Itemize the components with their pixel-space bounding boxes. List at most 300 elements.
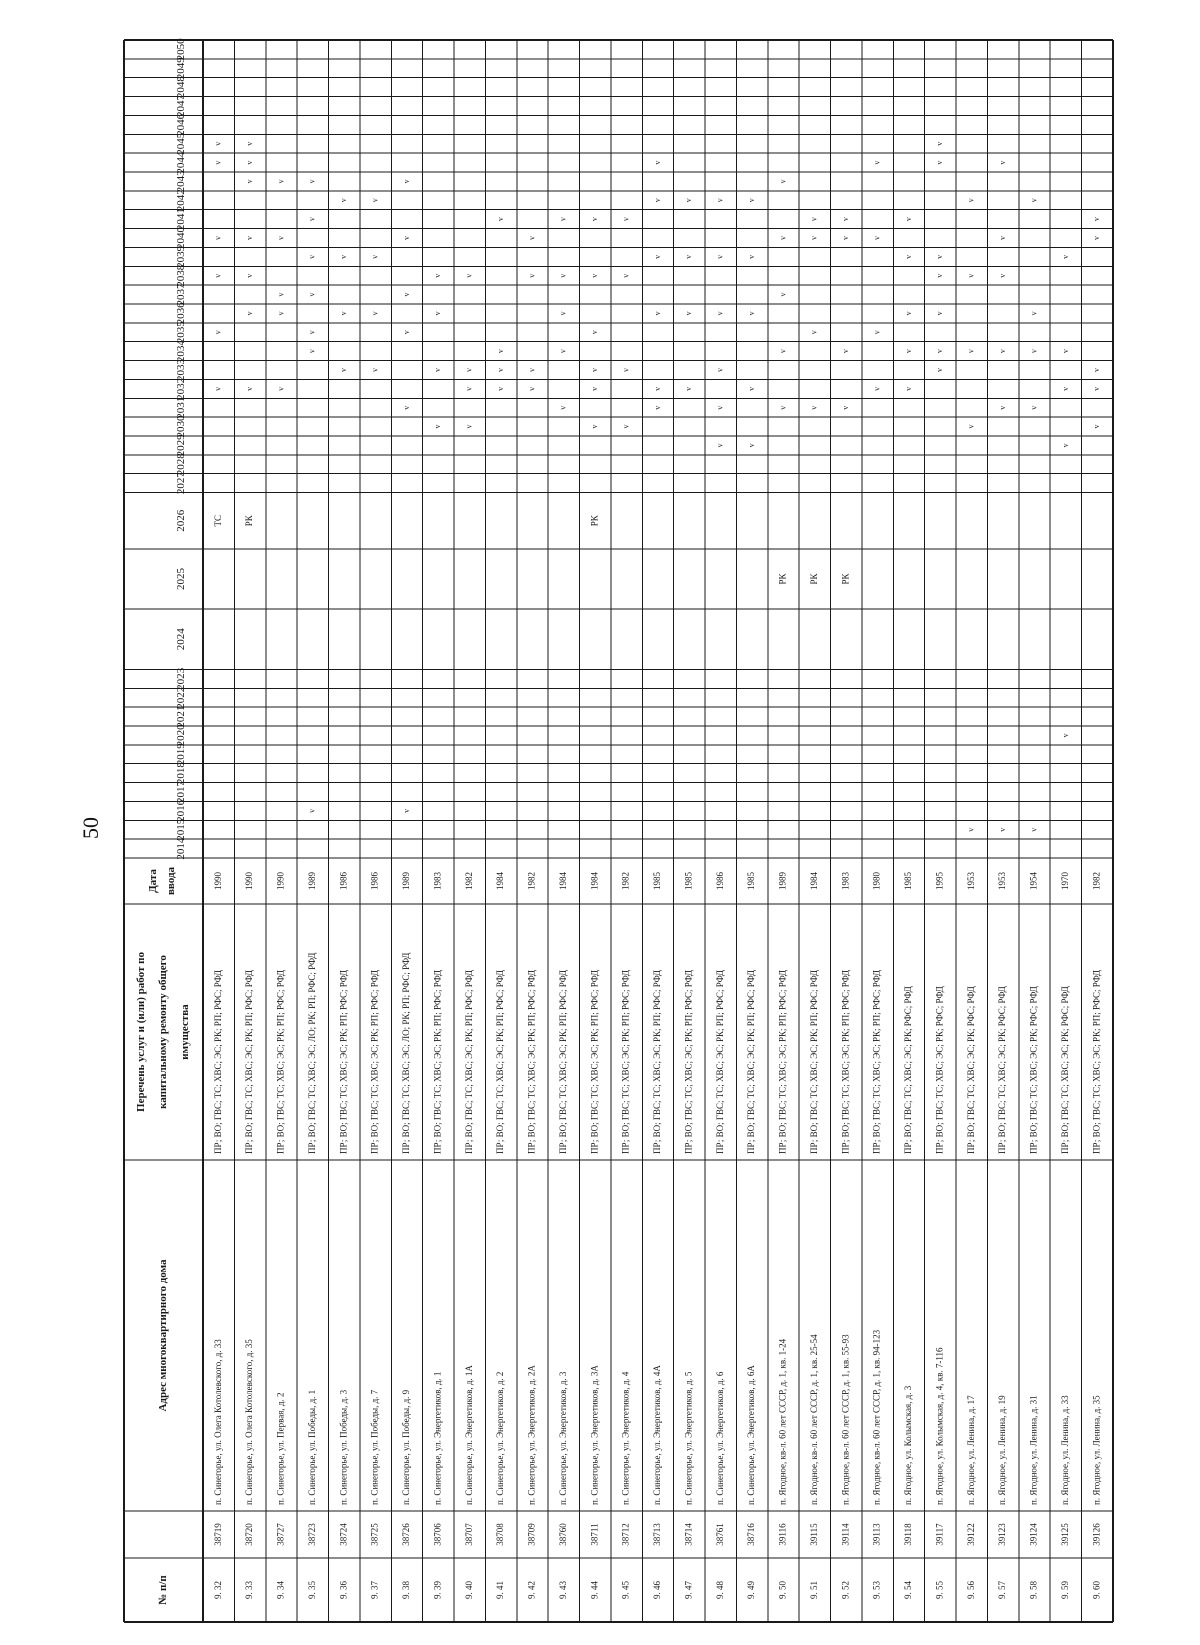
row-address: п. Синегорье, ул. Энергетиков, д. 4А: [652, 1365, 663, 1505]
header-year-2017: 2017: [175, 781, 188, 804]
row-mark-2042: v: [1029, 198, 1039, 203]
row-address: п. Ягодное, ул. Ленина, д. 19: [997, 1395, 1008, 1505]
row-code: 39126: [1091, 1523, 1102, 1546]
row-mark-2041: v: [495, 217, 505, 222]
row-num: 9. 45: [620, 1581, 631, 1599]
row-mark-2041: v: [621, 217, 631, 222]
row-works: ПР; ВО; ГВС; ТС; ХВС; ЭС; РК; РП; РФС; РФД: [840, 969, 851, 1154]
row-num: 9. 36: [338, 1581, 349, 1599]
row-mark-2031: v: [778, 405, 788, 410]
row-mark-2036: v: [715, 311, 725, 316]
row-code: 38708: [495, 1523, 506, 1546]
row-num: 9. 54: [903, 1581, 914, 1599]
row-mark-2036: v: [558, 311, 568, 316]
row-num: 9. 60: [1091, 1581, 1102, 1599]
row-mark-2038: v: [998, 273, 1008, 278]
row-works: ПР; ВО; ГВС; ТС; ХВС; ЭС; РК; РП; РФС; РФД: [495, 969, 506, 1154]
row-mark-2037: v: [401, 292, 411, 297]
header-year-2025: 2025: [175, 568, 188, 591]
row-code: 39123: [997, 1523, 1008, 1546]
row-mark-2032: v: [590, 386, 600, 391]
row-mark-2016: v: [307, 808, 317, 813]
row-mark-2026: РК: [589, 515, 600, 527]
row-num: 9. 39: [432, 1581, 443, 1599]
row-year: 1953: [997, 872, 1008, 890]
row-works: ПР; ВО; ГВС; ТС; ХВС; ЭС; РК; РП; РФС; РФД: [683, 969, 694, 1154]
row-address: п. Синегорье, ул. Олега Котолевского, д. 33: [212, 1339, 223, 1505]
row-mark-2038: v: [966, 273, 976, 278]
row-works: ПР; ВО; ГВС; ТС; ХВС; ЭС; РК; РП; РФС; РФД: [652, 969, 663, 1154]
row-mark-2041: v: [903, 217, 913, 222]
row-mark-2040: v: [213, 235, 223, 240]
row-mark-2044: v: [998, 160, 1008, 165]
row-mark-2032: v: [1092, 386, 1102, 391]
row-mark-2035: v: [809, 330, 819, 335]
header-date-line2: ввода: [165, 866, 178, 896]
row-mark-2036: v: [652, 311, 662, 316]
row-year: 1970: [1059, 872, 1070, 890]
row-mark-2040: v: [841, 235, 851, 240]
row-year: 1989: [306, 872, 317, 890]
row-works: ПР; ВО; ГВС; ТС; ХВС; ЭС; РК; РП; РФС; РФД: [871, 969, 882, 1154]
row-num: 9. 32: [212, 1581, 223, 1599]
row-mark-2043: v: [244, 179, 254, 184]
row-address: п. Ягодное, кв-л. 60 лет СССР, д. 1, кв. 25-54: [808, 1334, 819, 1505]
row-mark-2035: v: [213, 330, 223, 335]
row-year: 1990: [275, 872, 286, 890]
row-address: п. Ягодное, ул. Ленина, д. 17: [965, 1395, 976, 1505]
row-mark-2031: v: [1029, 405, 1039, 410]
row-mark-2039: v: [746, 254, 756, 259]
header-year-2035: 2035: [175, 321, 188, 344]
row-mark-2031: v: [715, 405, 725, 410]
row-mark-2034: v: [558, 349, 568, 354]
row-mark-2038: v: [244, 273, 254, 278]
row-mark-2029: v: [746, 443, 756, 448]
row-mark-2041: v: [590, 217, 600, 222]
row-mark-2025: РК: [808, 573, 819, 585]
header-year-2034: 2034: [175, 340, 188, 363]
row-mark-2040: v: [527, 235, 537, 240]
row-year: 1984: [589, 872, 600, 890]
row-year: 1980: [871, 872, 882, 890]
row-mark-2042: v: [715, 198, 725, 203]
header-year-2040: 2040: [175, 226, 188, 249]
row-works: ПР; ВО; ГВС; ТС; ХВС; ЭС; РК; РП; РФС; РФД: [714, 969, 725, 1154]
row-mark-2032: v: [276, 386, 286, 391]
header-year-2041: 2041: [175, 208, 188, 231]
row-mark-2033: v: [464, 367, 474, 372]
row-mark-2039: v: [903, 254, 913, 259]
row-mark-2035: v: [590, 330, 600, 335]
header-year-2033: 2033: [175, 358, 188, 381]
row-mark-2039: v: [307, 254, 317, 259]
row-mark-2045: v: [244, 141, 254, 146]
row-code: 39115: [808, 1523, 819, 1546]
row-num: 9. 46: [652, 1581, 663, 1599]
row-mark-2037: v: [307, 292, 317, 297]
row-num: 9. 44: [589, 1581, 600, 1599]
row-mark-2026: РК: [244, 515, 255, 527]
row-num: 9. 42: [526, 1581, 537, 1599]
row-mark-2040: v: [809, 235, 819, 240]
row-mark-2032: v: [527, 386, 537, 391]
header-year-2049: 2049: [175, 57, 188, 80]
row-mark-2040: v: [998, 235, 1008, 240]
row-mark-2031: v: [998, 405, 1008, 410]
row-address: п. Синегорье, ул. Энергетиков, д. 2: [495, 1371, 506, 1505]
row-mark-2033: v: [370, 367, 380, 372]
row-works: ПР; ВО; ГВС; ТС; ХВС; ЭС; ЛО; РК; РП; РФС; РФД: [306, 952, 317, 1154]
row-year: 1985: [683, 872, 694, 890]
row-mark-2032: v: [464, 386, 474, 391]
row-mark-2026: ТС: [212, 514, 223, 527]
row-code: 38720: [244, 1523, 255, 1546]
row-num: 9. 57: [997, 1581, 1008, 1599]
header-year-2028: 2028: [175, 453, 188, 476]
row-mark-2044: v: [935, 160, 945, 165]
row-mark-2015: v: [1029, 827, 1039, 832]
row-mark-2034: v: [495, 349, 505, 354]
row-mark-2037: v: [276, 292, 286, 297]
page-number: 50: [78, 817, 103, 839]
row-code: 38706: [432, 1523, 443, 1546]
row-num: 9. 53: [871, 1581, 882, 1599]
header-year-2029: 2029: [175, 434, 188, 457]
row-mark-2035: v: [872, 330, 882, 335]
header-works-line2: капитальному ремонту общего: [157, 955, 170, 1109]
row-works: ПР; ВО; ГВС; ТС; ХВС; ЭС; РК; РФС; РФД: [903, 986, 914, 1154]
row-address: п. Синегорье, ул. Победы, д. 1: [306, 1389, 317, 1505]
row-mark-2038: v: [621, 273, 631, 278]
row-mark-2043: v: [276, 179, 286, 184]
row-code: 39122: [965, 1523, 976, 1546]
row-year: 1982: [526, 872, 537, 890]
row-address: п. Синегорье, ул. Энергетиков, д. 1: [432, 1371, 443, 1505]
header-year-2043: 2043: [175, 170, 188, 193]
row-mark-2040: v: [276, 235, 286, 240]
header-year-2027: 2027: [175, 472, 188, 495]
row-works: ПР; ВО; ГВС; ТС; ХВС; ЭС; РК; РФС; РФД: [1059, 986, 1070, 1154]
row-mark-2032: v: [244, 386, 254, 391]
row-year: 1953: [965, 872, 976, 890]
row-year: 1954: [1028, 872, 1039, 890]
row-num: 9. 49: [746, 1581, 757, 1599]
row-num: 9. 48: [714, 1581, 725, 1599]
row-address: п. Ягодное, кв-л. 60 лет СССР, д. 1, кв. 94-123: [871, 1329, 882, 1505]
header-year-2019: 2019: [175, 743, 188, 766]
row-year: 1989: [401, 872, 412, 890]
row-mark-2044: v: [213, 160, 223, 165]
row-mark-2042: v: [652, 198, 662, 203]
row-year: 1982: [1091, 872, 1102, 890]
row-mark-2038: v: [558, 273, 568, 278]
row-mark-2043: v: [401, 179, 411, 184]
row-year: 1985: [746, 872, 757, 890]
header-year-2016: 2016: [175, 799, 188, 822]
header-year-2039: 2039: [175, 245, 188, 268]
row-num: 9. 51: [808, 1581, 819, 1599]
row-address: п. Ягодное, ул. Колымская, д. 3: [903, 1385, 914, 1505]
row-address: п. Ягодное, ул. Ленина, д. 31: [1028, 1395, 1039, 1505]
row-mark-2041: v: [809, 217, 819, 222]
row-year: 1989: [777, 872, 788, 890]
row-mark-2034: v: [966, 349, 976, 354]
row-code: 38711: [589, 1523, 600, 1546]
row-mark-2040: v: [872, 235, 882, 240]
row-code: 39124: [1028, 1523, 1039, 1546]
row-mark-2039: v: [935, 254, 945, 259]
row-works: ПР; ВО; ГВС; ТС; ХВС; ЭС; РК; РП; РФС; РФД: [589, 969, 600, 1154]
row-code: 39117: [934, 1523, 945, 1546]
header-year-2021: 2021: [175, 705, 188, 728]
row-num: 9. 38: [401, 1581, 412, 1599]
row-address: п. Ягодное, ул. Колымская, д. 4, кв. 7-116: [934, 1347, 945, 1505]
row-code: 38760: [557, 1523, 568, 1546]
row-year: 1986: [714, 872, 725, 890]
row-mark-2034: v: [998, 349, 1008, 354]
row-mark-2038: v: [433, 273, 443, 278]
row-code: 38716: [746, 1523, 757, 1546]
header-year-2031: 2031: [175, 396, 188, 419]
row-mark-2038: v: [464, 273, 474, 278]
row-mark-2029: v: [1060, 443, 1070, 448]
row-mark-2033: v: [339, 367, 349, 372]
row-mark-2032: v: [872, 386, 882, 391]
header-works-line3: имущества: [179, 1004, 192, 1060]
header-year-2023: 2023: [175, 667, 188, 690]
row-mark-2030: v: [590, 424, 600, 429]
row-num: 9. 52: [840, 1581, 851, 1599]
row-code: 38714: [683, 1523, 694, 1546]
row-mark-2041: v: [1092, 217, 1102, 222]
header-year-2037: 2037: [175, 283, 188, 306]
row-mark-2033: v: [935, 367, 945, 372]
row-mark-2036: v: [684, 311, 694, 316]
header-year-2018: 2018: [175, 762, 188, 785]
header-year-2045: 2045: [175, 132, 188, 155]
row-works: ПР; ВО; ГВС; ТС; ХВС; ЭС; РК; РП; РФС; РФД: [746, 969, 757, 1154]
row-mark-2033: v: [590, 367, 600, 372]
row-mark-2031: v: [841, 405, 851, 410]
row-year: 1984: [808, 872, 819, 890]
row-address: п. Синегорье, ул. Энергетиков, д. 2А: [526, 1365, 537, 1505]
row-mark-2045: v: [935, 141, 945, 146]
row-address: п. Ягодное, кв-л. 60 лет СССР, д. 1, кв. 1-24: [777, 1338, 788, 1505]
row-mark-2032: v: [652, 386, 662, 391]
row-code: 38723: [306, 1523, 317, 1546]
row-mark-2032: v: [1060, 386, 1070, 391]
header-year-2026: 2026: [175, 509, 188, 532]
row-mark-2034: v: [307, 349, 317, 354]
row-code: 38713: [652, 1523, 663, 1546]
row-mark-2025: РК: [840, 573, 851, 585]
row-code: 38712: [620, 1523, 631, 1546]
row-mark-2039: v: [339, 254, 349, 259]
row-mark-2041: v: [841, 217, 851, 222]
row-mark-2040: v: [401, 235, 411, 240]
row-mark-2030: v: [621, 424, 631, 429]
row-mark-2039: v: [715, 254, 725, 259]
row-mark-2042: v: [684, 198, 694, 203]
row-works: ПР; ВО; ГВС; ТС; ХВС; ЭС; РК; РП; РФС; РФД: [463, 969, 474, 1154]
row-num: 9. 40: [463, 1581, 474, 1599]
row-address: п. Синегорье, ул. Энергетиков, д. 3А: [589, 1365, 600, 1505]
row-mark-2035: v: [401, 330, 411, 335]
row-year: 1983: [840, 872, 851, 890]
row-mark-2042: v: [966, 198, 976, 203]
row-works: ПР; ВО; ГВС; ТС; ХВС; ЭС; РК; РП; РФС; РФД: [526, 969, 537, 1154]
row-mark-2033: v: [433, 367, 443, 372]
row-code: 38707: [463, 1523, 474, 1546]
row-num: 9. 47: [683, 1581, 694, 1599]
row-address: п. Синегорье, ул. Первая, д. 2: [275, 1392, 286, 1505]
row-mark-2015: v: [998, 827, 1008, 832]
header-year-2048: 2048: [175, 76, 188, 99]
row-year: 1990: [244, 872, 255, 890]
header-year-2030: 2030: [175, 415, 188, 438]
row-works: ПР; ВО; ГВС; ТС; ХВС; ЭС; РК; РП; РФС; РФД: [808, 969, 819, 1154]
row-num: 9. 59: [1059, 1581, 1070, 1599]
row-address: п. Синегорье, ул. Энергетиков, д. 3: [557, 1371, 568, 1505]
row-works: ПР; ВО; ГВС; ТС; ХВС; ЭС; РК; РФС; РФД: [997, 986, 1008, 1154]
row-mark-2036: v: [244, 311, 254, 316]
row-mark-2038: v: [590, 273, 600, 278]
row-mark-2039: v: [652, 254, 662, 259]
row-mark-2030: v: [433, 424, 443, 429]
row-mark-2039: v: [1060, 254, 1070, 259]
row-mark-2031: v: [558, 405, 568, 410]
row-mark-2034: v: [903, 349, 913, 354]
header-year-2020: 2020: [175, 724, 188, 747]
row-code: 39118: [903, 1523, 914, 1546]
header-date-line1: Дата: [147, 869, 160, 893]
row-num: 9. 43: [557, 1581, 568, 1599]
row-mark-2036: v: [1029, 311, 1039, 316]
header-year-2050: 2050: [175, 38, 188, 61]
row-mark-2032: v: [684, 386, 694, 391]
row-mark-2044: v: [244, 160, 254, 165]
row-mark-2034: v: [1060, 349, 1070, 354]
row-address: п. Ягодное, ул. Ленина, д. 33: [1059, 1395, 1070, 1505]
row-address: п. Ягодное, ул. Ленина, д. 35: [1091, 1395, 1102, 1505]
row-mark-2033: v: [715, 367, 725, 372]
row-address: п. Синегорье, ул. Победы, д. 3: [338, 1389, 349, 1505]
row-mark-2016: v: [401, 808, 411, 813]
row-mark-2030: v: [464, 424, 474, 429]
header-year-2014: 2014: [175, 837, 188, 860]
row-code: 38726: [401, 1523, 412, 1546]
row-mark-2025: РК: [777, 573, 788, 585]
row-code: 38727: [275, 1523, 286, 1546]
row-mark-2032: v: [903, 386, 913, 391]
row-mark-2034: v: [841, 349, 851, 354]
row-mark-2039: v: [370, 254, 380, 259]
row-code: 39125: [1059, 1523, 1070, 1546]
row-mark-2032: v: [746, 386, 756, 391]
row-address: п. Синегорье, ул. Олега Котолевского, д. 35: [244, 1339, 255, 1505]
header-year-2047: 2047: [175, 94, 188, 117]
row-code: 38725: [369, 1523, 380, 1546]
row-mark-2043: v: [778, 179, 788, 184]
row-works: ПР; ВО; ГВС; ТС; ХВС; ЭС; РК; РП; РФС; РФД: [557, 969, 568, 1154]
row-mark-2037: v: [778, 292, 788, 297]
row-mark-2033: v: [495, 367, 505, 372]
row-num: 9. 33: [244, 1581, 255, 1599]
row-mark-2036: v: [370, 311, 380, 316]
row-mark-2043: v: [307, 179, 317, 184]
row-works: ПР; ВО; ГВС; ТС; ХВС; ЭС; ЛО; РК; РП; РФС; РФД: [401, 952, 412, 1154]
row-year: 1985: [903, 872, 914, 890]
row-mark-2039: v: [684, 254, 694, 259]
row-mark-2040: v: [778, 235, 788, 240]
row-works: ПР; ВО; ГВС; ТС; ХВС; ЭС; РК; РП; РФС; РФД: [620, 969, 631, 1154]
row-year: 1986: [369, 872, 380, 890]
row-mark-2044: v: [872, 160, 882, 165]
row-code: 39113: [871, 1523, 882, 1546]
row-code: 38761: [714, 1523, 725, 1546]
row-year: 1990: [212, 872, 223, 890]
header-year-2044: 2044: [175, 151, 188, 174]
row-mark-2031: v: [809, 405, 819, 410]
row-mark-2036: v: [339, 311, 349, 316]
row-mark-2036: v: [746, 311, 756, 316]
row-code: 38724: [338, 1523, 349, 1546]
row-num: 9. 56: [965, 1581, 976, 1599]
row-year: 1985: [652, 872, 663, 890]
row-address: п. Синегорье, ул. Энергетиков, д. 1А: [463, 1365, 474, 1505]
header-year-2015: 2015: [175, 818, 188, 841]
row-num: 9. 37: [369, 1581, 380, 1599]
header-year-2036: 2036: [175, 302, 188, 325]
row-code: 38709: [526, 1523, 537, 1546]
row-year: 1984: [495, 872, 506, 890]
row-year: 1982: [620, 872, 631, 890]
row-mark-2045: v: [213, 141, 223, 146]
row-address: п. Ягодное, кв-л. 60 лет СССР, д. 1, кв. 55-93: [840, 1334, 851, 1505]
row-mark-2041: v: [558, 217, 568, 222]
row-mark-2029: v: [715, 443, 725, 448]
row-mark-2040: v: [1092, 235, 1102, 240]
row-address: п. Синегорье, ул. Победы, д. 7: [369, 1389, 380, 1505]
row-mark-2036: v: [433, 311, 443, 316]
row-works: ПР; ВО; ГВС; ТС; ХВС; ЭС; РК; РП; РФС; РФД: [432, 969, 443, 1154]
row-num: 9. 55: [934, 1581, 945, 1599]
row-works: ПР; ВО; ГВС; ТС; ХВС; ЭС; РК; РП; РФС; РФД: [369, 969, 380, 1154]
row-code: 39114: [840, 1523, 851, 1546]
row-mark-2040: v: [244, 235, 254, 240]
row-num: 9. 41: [495, 1581, 506, 1599]
row-mark-2033: v: [527, 367, 537, 372]
row-mark-2033: v: [621, 367, 631, 372]
header-year-2022: 2022: [175, 686, 188, 709]
header-year-2038: 2038: [175, 264, 188, 287]
row-works: ПР; ВО; ГВС; ТС; ХВС; ЭС; РК; РФС; РФД: [1028, 986, 1039, 1154]
header-address: Адрес многоквартирного дома: [157, 1259, 170, 1412]
row-mark-2033: v: [1092, 367, 1102, 372]
row-mark-2020: v: [1060, 733, 1070, 738]
row-mark-2030: v: [1092, 424, 1102, 429]
row-year: 1984: [557, 872, 568, 890]
row-mark-2031: v: [401, 405, 411, 410]
row-works: ПР; ВО; ГВС; ТС; ХВС; ЭС; РК; РФС; РФД: [934, 986, 945, 1154]
row-mark-2036: v: [276, 311, 286, 316]
row-code: 38719: [212, 1523, 223, 1546]
row-mark-2015: v: [966, 827, 976, 832]
row-works: ПР; ВО; ГВС; ТС; ХВС; ЭС; РК; РП; РФС; РФД: [1091, 969, 1102, 1154]
row-works: ПР; ВО; ГВС; ТС; ХВС; ЭС; РК; РП; РФС; РФД: [777, 969, 788, 1154]
row-mark-2038: v: [527, 273, 537, 278]
